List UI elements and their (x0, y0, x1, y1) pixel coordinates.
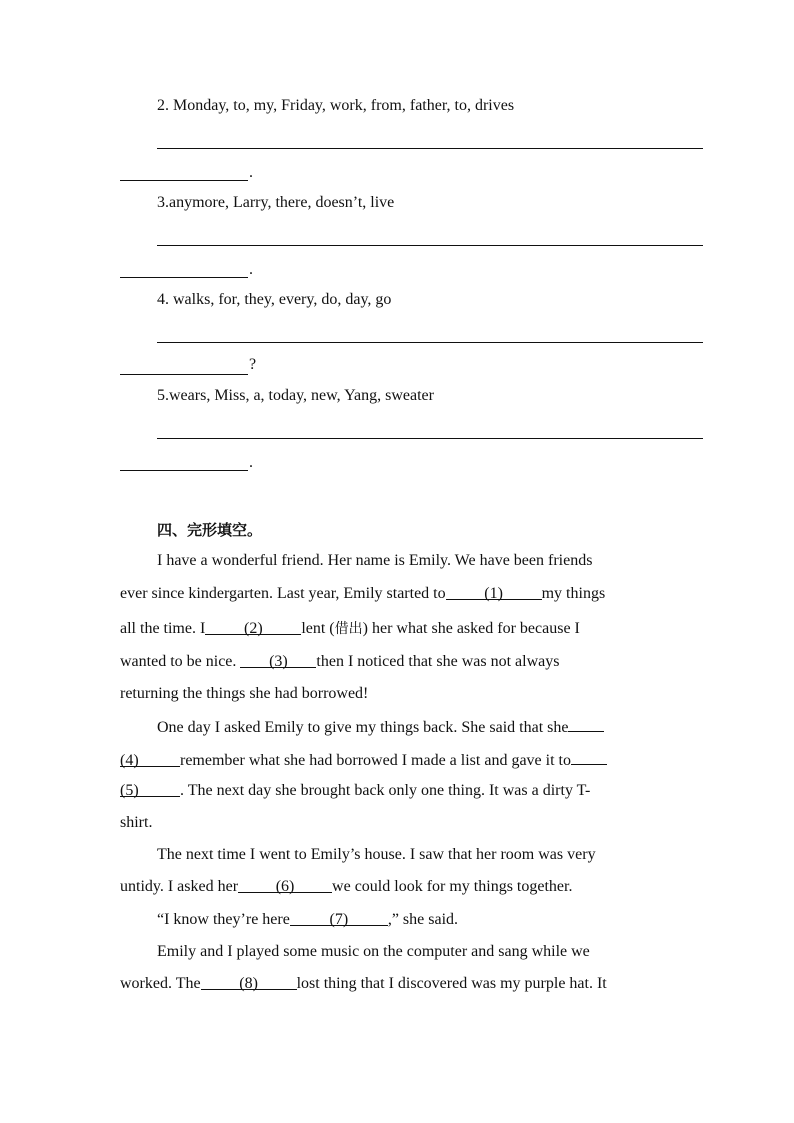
text: lost thing that I discovered was my purple hat. It (296, 975, 607, 992)
cloze-line (157, 717, 604, 737)
answer-line-tail (120, 180, 248, 181)
cloze-line (120, 618, 580, 638)
text: lent ( (301, 620, 335, 637)
reorder-item-4-end: ? (249, 356, 257, 373)
reorder-item-4-prompt: 4. walks, for, they, every, do, day, go (157, 291, 392, 308)
answer-line-tail (120, 277, 248, 278)
cloze-blank-2[interactable]: (2) (205, 620, 301, 635)
cloze-line: shirt. (120, 814, 153, 831)
cloze-blank-3[interactable]: (3) (240, 653, 316, 668)
cloze-line: The next time I went to Emily’s house. I saw that her room was very (157, 846, 596, 863)
text: my things (541, 585, 606, 602)
reorder-item-2-end: . (249, 164, 253, 181)
reorder-item-2-prompt: 2. Monday, to, my, Friday, work, from, father, to, drives (157, 97, 515, 114)
cloze-blank-5[interactable]: (5) (120, 782, 180, 797)
text: ,” she said. (387, 911, 459, 928)
cloze-line (157, 911, 458, 929)
cloze-blank-7[interactable]: (7) (290, 911, 388, 926)
answer-line (157, 245, 703, 246)
cloze-line (120, 653, 559, 671)
answer-line-tail (120, 374, 248, 375)
cloze-line (120, 782, 590, 800)
reorder-item-5-prompt: 5.wears, Miss, a, today, new, Yang, sweater (157, 387, 434, 404)
text: . The next day she brought back only one thing. It was a dirty T- (180, 782, 591, 799)
reorder-item-3-end: . (249, 261, 253, 278)
cloze-line: Emily and I played some music on the computer and sang while we (157, 943, 590, 960)
cloze-blank-8[interactable]: (8) (201, 975, 297, 990)
reorder-item-3-prompt: 3.anymore, Larry, there, doesn’t, live (157, 194, 395, 211)
answer-line-tail (120, 470, 248, 471)
text: “I know they’re here (157, 911, 290, 928)
text: then I noticed that she was not always (316, 653, 560, 670)
answer-line (157, 148, 703, 149)
cloze-blank-6[interactable]: (6) (238, 878, 332, 893)
text: ) her what she asked for because I (362, 620, 580, 637)
answer-line (157, 438, 703, 439)
answer-line (157, 342, 703, 343)
text: we could look for my things together. (332, 878, 573, 895)
cloze-blank-4[interactable]: (4) (120, 752, 180, 767)
text: One day I asked Emily to give my things back. She said that she (157, 719, 569, 736)
text: all the time. I (120, 620, 206, 637)
reorder-item-5-end: . (249, 454, 253, 471)
cloze-blank-4-start[interactable] (568, 717, 604, 732)
text: ever since kindergarten. Last year, Emily started to (120, 585, 446, 602)
cloze-line (120, 585, 605, 603)
cloze-line: returning the things she had borrowed! (120, 685, 369, 702)
cloze-blank-1[interactable]: (1) (446, 585, 542, 600)
cloze-line (120, 750, 607, 770)
cloze-line (120, 878, 572, 896)
chinese-gloss: 借出 (334, 621, 363, 637)
cloze-line: I have a wonderful friend. Her name is Emily. We have been friends (157, 552, 593, 569)
text: worked. The (120, 975, 201, 992)
cloze-blank-5-start[interactable] (571, 750, 607, 765)
cloze-line (120, 975, 607, 993)
text: wanted to be nice. (120, 653, 241, 670)
text: remember what she had borrowed I made a list and gave it to (180, 752, 571, 769)
section-heading: 四、完形填空。 (157, 521, 263, 539)
text: untidy. I asked her (120, 878, 239, 895)
